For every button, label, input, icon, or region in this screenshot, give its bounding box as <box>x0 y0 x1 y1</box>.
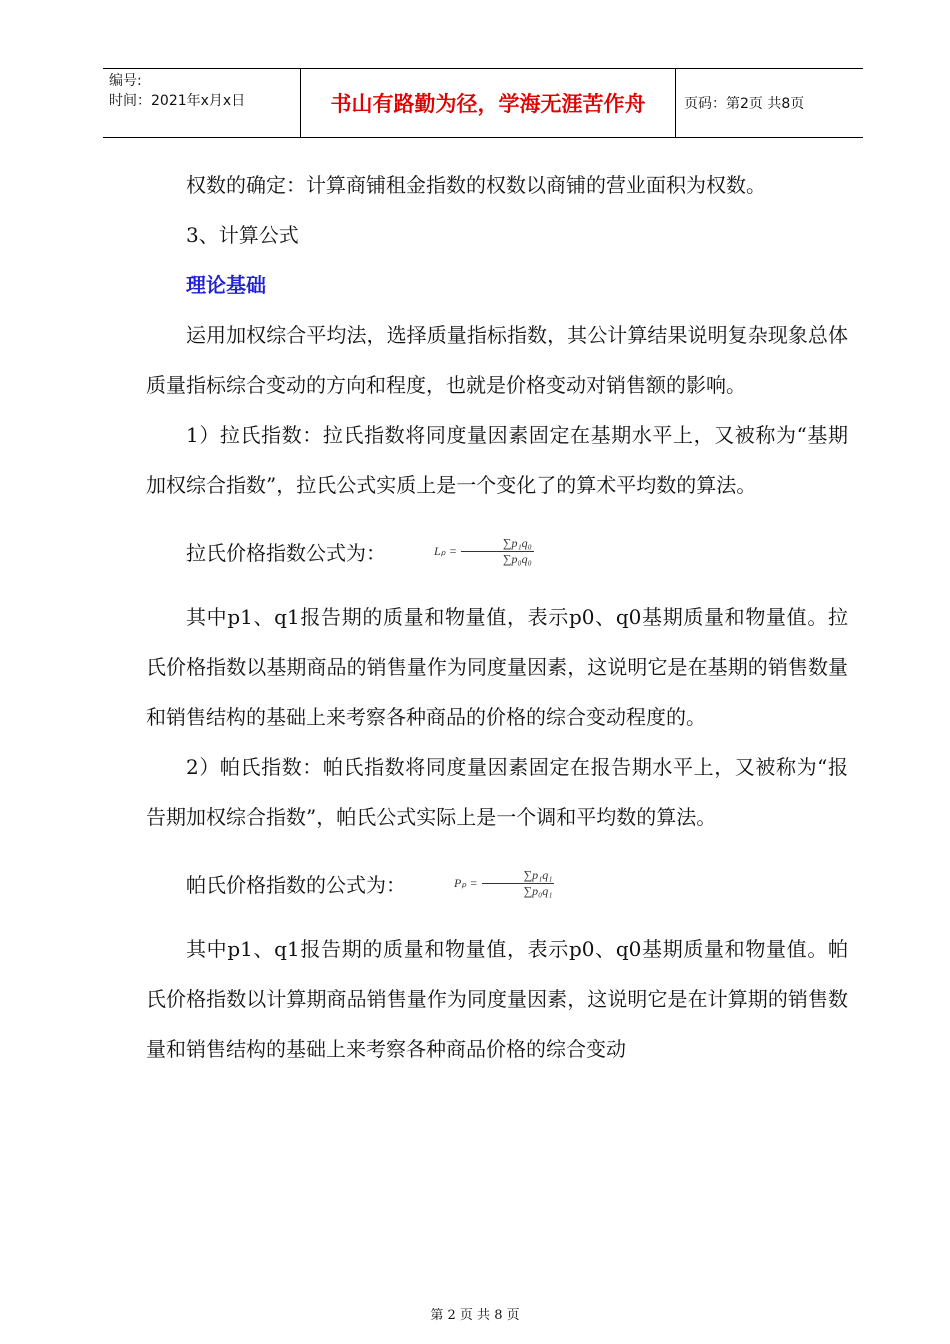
laspeyres-fraction <box>461 536 534 567</box>
header-motto: 书山有路勤为径，学海无涯苦作舟 <box>301 69 676 137</box>
laspeyres-lhs: Lₚ = <box>434 543 457 558</box>
subheading-theory: 理论基础 <box>186 273 266 297</box>
paragraph-laspeyres-explain: 其中p1、q1报告期的质量和物量值，表示p0、q0基期质量和物量值。拉氏价格指数以基期商品的销售量作为同度量因素，这说明它是在基期的销售数量和销售结构的基础上来考察各种商品的价格的综合变动程度的。 <box>146 605 848 729</box>
paasche-formula <box>414 868 554 899</box>
section-heading-formula: 3、计算公式 <box>186 223 299 247</box>
page-header <box>103 68 863 138</box>
page-footer: 第 2 页 共 8 页 <box>430 1308 520 1323</box>
laspeyres-formula <box>394 536 534 567</box>
paragraph-paasche: 2）帕氏指数：帕氏指数将同度量因素固定在报告期水平上，又被称为“报告期加权综合指数”，帕氏公式实际上是一个调和平均数的算法。 <box>146 755 848 829</box>
paragraph-paasche-explain: 其中p1、q1报告期的质量和物量值，表示p0、q0基期质量和物量值。帕氏价格指数以计算期商品销售量作为同度量因素，这说明它是在计算期的销售数量和销售结构的基础上来考察各种商品价格的综合变动 <box>146 937 848 1061</box>
laspeyres-numerator: ∑p₁q₀ <box>461 536 534 552</box>
paragraph-laspeyres: 1）拉氏指数：拉氏指数将同度量因素固定在基期水平上，又被称为“基期加权综合指数”，拉氏公式实质上是一个变化了的算术平均数的算法。 <box>146 423 848 497</box>
paasche-numerator: ∑p₁q₁ <box>482 868 555 884</box>
number-label: 编号: <box>109 73 142 89</box>
paragraph-theory: 运用加权综合平均法，选择质量指标指数，其公计算结果说明复杂现象总体质量指标综合变动的方向和程度，也就是价格变动对销售额的影响。 <box>146 323 848 397</box>
paasche-fraction <box>482 868 555 899</box>
paasche-formula-label: 帕氏价格指数的公式为： <box>186 872 406 897</box>
laspeyres-formula-line <box>146 510 848 592</box>
header-meta <box>103 69 301 137</box>
time-label: 时间：2021年x月x日 <box>109 93 246 109</box>
header-page-info: 页码：第2页 共8页 <box>684 96 805 112</box>
document-body <box>146 160 848 1074</box>
laspeyres-denominator: ∑p₀q₀ <box>502 551 532 566</box>
paasche-lhs: Pₚ = <box>454 875 478 890</box>
paasche-formula-line <box>146 842 848 924</box>
paasche-denominator: ∑p₀q₁ <box>523 883 553 898</box>
laspeyres-formula-label: 拉氏价格指数公式为： <box>186 540 386 565</box>
paragraph-weights: 权数的确定：计算商铺租金指数的权数以商铺的营业面积为权数。 <box>186 173 766 197</box>
